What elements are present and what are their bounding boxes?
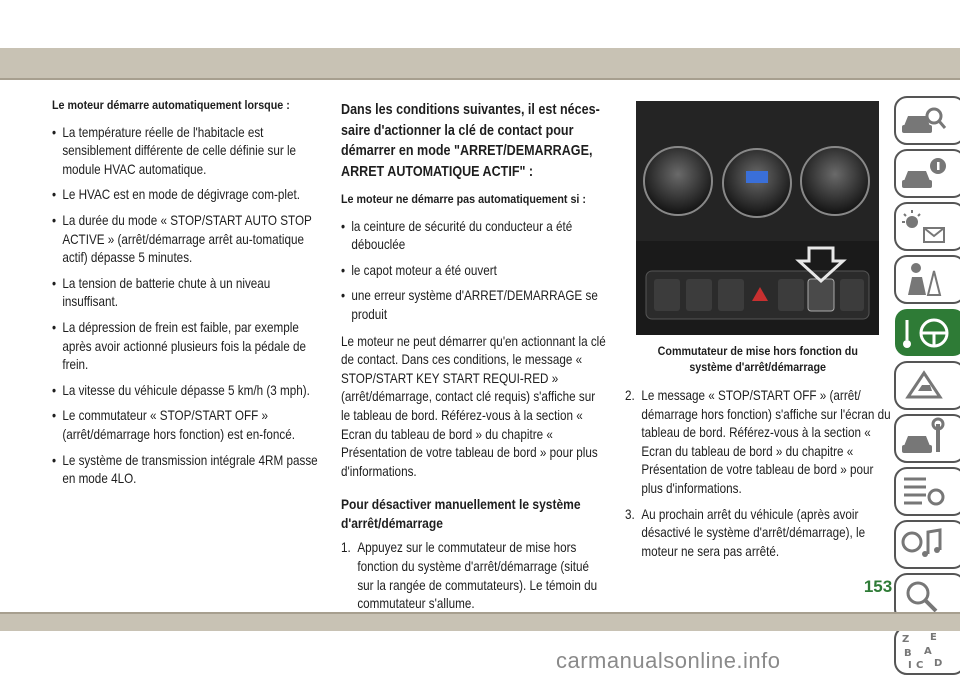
tab-emergency-icon[interactable]	[894, 361, 960, 410]
col2-steps	[341, 539, 606, 613]
step-list	[341, 539, 606, 613]
svg-text:A: A	[924, 646, 932, 657]
col1-body	[52, 124, 322, 489]
step-number: 3.	[625, 506, 635, 522]
col2-lead: Le moteur ne démarre pas automatiquement si :	[341, 192, 586, 206]
col3-steps	[625, 387, 891, 561]
step-3	[625, 506, 891, 562]
step-number: 2.	[625, 388, 635, 403]
step-list	[625, 387, 891, 561]
tab-specifications-icon[interactable]	[894, 467, 960, 516]
svg-text:B: B	[904, 648, 912, 659]
col2-bullet-list	[341, 218, 606, 325]
list-item: • Le HVAC est en mode de dégivrage com-plet.	[52, 186, 322, 205]
subsection-heading: Pour désactiver manuellement le système d'arrêt/démarrage	[341, 496, 581, 532]
figure-caption	[636, 343, 879, 375]
footer-band-line	[0, 612, 960, 614]
list-item: • Le commutateur « STOP/START OFF » (arrêt/démarrage hors fonction) est en-foncé.	[52, 407, 322, 444]
svg-text:I: I	[908, 660, 912, 671]
tab-index-icon[interactable]	[894, 626, 960, 675]
switch-bank-photo	[636, 101, 879, 335]
svg-text:Z: Z	[902, 634, 910, 645]
list-item: • La tension de batterie chute à un niveau insuffisant.	[52, 275, 322, 312]
list-item: • La dépression de frein est faible, par exemple après avoir actionné plusieurs fois la pédale de frein.	[52, 319, 322, 375]
col2-paragraph: Le moteur ne peut démarrer qu'en actionnant la clé de contact. Dans ces conditions, le message « STOP/START KEY START REQUI-RED » (arrêt/démarrage, contact clé requis) s'affiche sur le tableau de bord. Référez-vous à la section « Ecran du tableau de bord » du chapitre « Présentation de votre tableau de bord » pour plus d'informations.	[341, 333, 606, 479]
tab-car-info-icon[interactable]	[894, 149, 960, 198]
list-item: • le capot moteur a été ouvert	[341, 262, 606, 281]
tab-multimedia-icon[interactable]	[894, 520, 960, 569]
svg-text:C: C	[916, 660, 924, 671]
step-text: Appuyez sur le commutateur de mise hors fonction du système d'arrêt/démarrage (situé sur la rangée de commutateurs). Le témoin du commutateur s'allume.	[357, 540, 598, 612]
header-band	[0, 48, 960, 78]
column-3	[625, 387, 891, 568]
svg-text:E: E	[930, 632, 937, 643]
list-item: • Le système de transmission intégrale 4RM passe en mode 4LO.	[52, 452, 322, 489]
col1-lead: Le moteur démarre automatiquement lorsque :	[52, 98, 290, 112]
watermark: carmanualsonline.info	[556, 648, 781, 673]
svg-text:D: D	[934, 658, 943, 669]
list-item: • une erreur système d'ARRET/DEMARRAGE se produit	[341, 287, 606, 324]
step-text: Le message « STOP/START OFF » (arrêt/ démarrage hors fonction) s'affiche sur l'écran du tableau de bord. Référez-vous à la section « Ecran du tableau de bord » du chapitre « Présentation de votre tableau de bord » pour plus d'informations.	[641, 388, 891, 496]
tab-safety-icon[interactable]	[894, 255, 960, 304]
col2-body	[341, 218, 606, 482]
col1-bullet-list	[52, 124, 322, 489]
step-text: Au prochain arrêt du véhicule (après avoir désactivé le système d'arrêt/démarrage), le moteur ne sera pas arrêté.	[641, 506, 866, 559]
step-1	[341, 539, 606, 613]
step-number: 1.	[341, 540, 351, 556]
list-item: • la ceinture de sécurité du conducteur a été débouclée	[341, 218, 606, 255]
step-2	[625, 387, 891, 499]
caption-line-2: système d'arrêt/démarrage	[689, 360, 826, 374]
tab-starting-driving-icon[interactable]	[894, 308, 960, 357]
footer-band	[0, 612, 960, 631]
dashboard-photo-illustration	[636, 101, 879, 335]
tab-servicing-icon[interactable]	[894, 414, 960, 463]
list-item: • La vitesse du véhicule dépasse 5 km/h (3 mph).	[52, 382, 322, 401]
caption-line-1: Commutateur de mise hors fonction du	[657, 344, 858, 358]
page-number: 153	[863, 577, 893, 596]
list-item: • La température réelle de l'habitacle est sensiblement différente de celle définie sur le module HVAC automatique.	[52, 124, 322, 180]
section-heading: Dans les conditions suivantes, il est néces-saire d'actionner la clé de contact pour démarrer en mode "ARRET/DEMARRAGE, ARRET AUTOMATIQUE ACTIF" :	[341, 102, 600, 180]
list-item: • La durée du mode « STOP/START AUTO STOP ACTIVE » (arrêt/démarrage arrêt au-tomatique actif) dépasse 5 minutes.	[52, 212, 322, 268]
header-band-line	[0, 78, 960, 80]
chapter-tabs	[894, 96, 960, 679]
tab-car-search-icon[interactable]	[894, 96, 960, 145]
column-2	[341, 100, 606, 621]
tab-warning-lights-icon[interactable]	[894, 202, 960, 251]
column-1	[52, 96, 322, 496]
